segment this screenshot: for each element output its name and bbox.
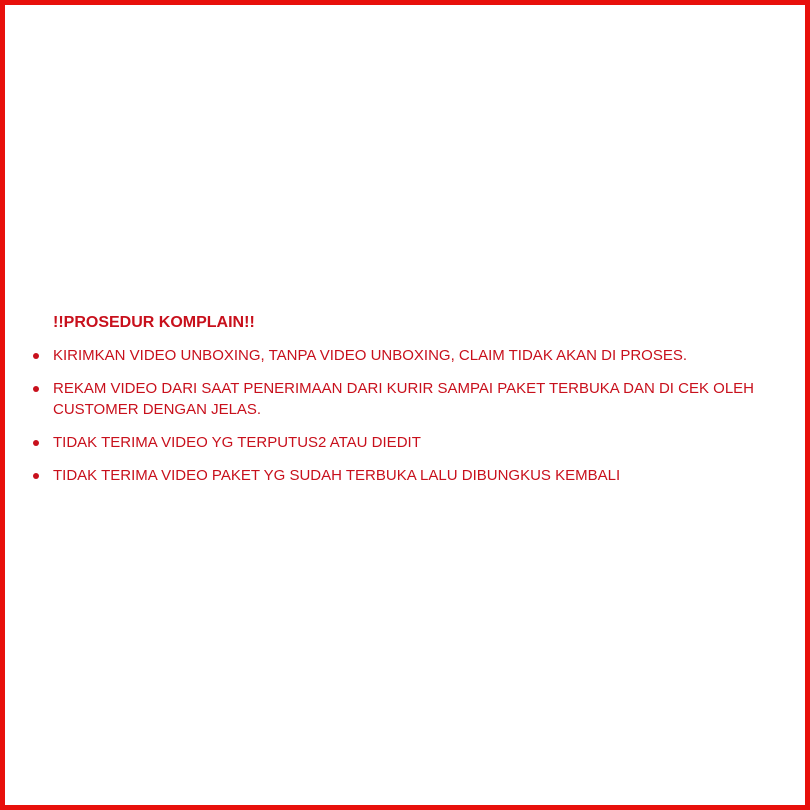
list-item-text: REKAM VIDEO DARI SAAT PENERIMAAN DARI KURIR SAMPAI PAKET TERBUKA DAN DI CEK OLEH CUSTOMER DENGAN JELAS. [53,380,754,418]
procedure-title: !!PROSEDUR KOMPLAIN!! [53,314,255,331]
list-item [53,432,798,453]
list-item [53,345,798,366]
complaint-procedure [53,311,798,498]
list-item [53,465,798,486]
bullet-icon [33,353,39,359]
list-item [53,378,798,420]
list-item-text: TIDAK TERIMA VIDEO PAKET YG SUDAH TERBUKA LALU DIBUNGKUS KEMBALI [53,467,621,484]
bullet-icon [33,440,39,446]
list-item-text: TIDAK TERIMA VIDEO YG TERPUTUS2 ATAU DIEDIT [53,434,421,451]
bullet-icon [33,473,39,479]
procedure-list [53,345,798,486]
list-item-text: KIRIMKAN VIDEO UNBOXING, TANPA VIDEO UNBOXING, CLAIM TIDAK AKAN DI PROSES. [53,347,688,364]
bullet-icon [33,386,39,392]
